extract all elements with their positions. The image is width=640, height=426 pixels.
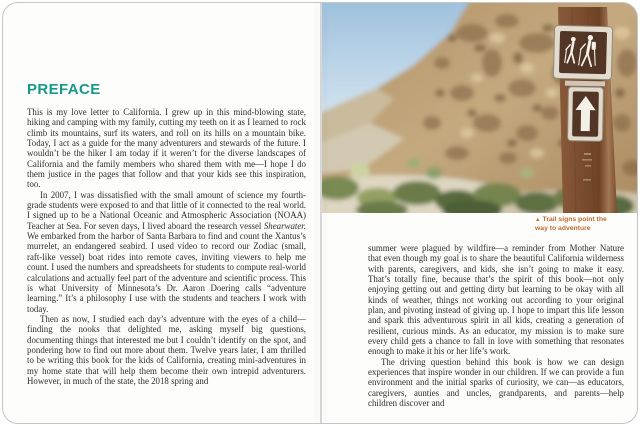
preface-paragraph-1 bbox=[27, 107, 306, 190]
preface-paragraph-5 bbox=[368, 357, 624, 409]
caption-triangle-icon: ▲ bbox=[535, 216, 541, 223]
left-page bbox=[3, 3, 321, 423]
arrow-up-trail-sign-icon bbox=[568, 87, 604, 142]
hikers-trail-sign-icon bbox=[553, 25, 612, 80]
preface-paragraph-4 bbox=[368, 243, 624, 357]
book-spread bbox=[2, 2, 638, 424]
paragraph-text: Then as now, I studied each day’s adventure with the eyes of a child—finding the nooks that delighted me, asking myself big questions, documenting things that interested me but I couldn’t identify on the spot, and pondering how to find out more about them. Twelve years later, I am thrilled to be writing this book for the kids of California, creating mini-adventures in my home state that will help them become their own intrepid adventurers. However, in much of the state, the 2018 spring and bbox=[27, 313, 306, 386]
paragraph-text: This is my love letter to California. I grew up in this mind-blowing state, hiking and camping with my family, cutting my teeth on it as I learned to rock climb its mountains, surf its waters, and roll on its hills on a mountain bike. Today, I act as a guide for the many adventurers and stewards of the future. I wouldn’t be the hiker I am today if it weren’t for the diverse landscapes of California and the family members who shared them with me—I hope I do them justice in the pages that follow and that your kids see this inspiration, too. bbox=[27, 107, 306, 190]
sticker-strip bbox=[565, 81, 605, 87]
caption-text: Trail signs point the way to adventure bbox=[535, 216, 607, 232]
trail-sign-post bbox=[553, 7, 617, 213]
trail-sign-photo bbox=[322, 3, 638, 213]
paragraph-text: We embarked from the harbor of Santa Barbara to find and count the Xantus’s murrelet, an endangered seabird. I used video to record our Zodiac (small, raft-like vessel) boat rides into remote caves, inviting viewers to help me count. I used the numbers and spreadsheets for students to compute real-world calculations and actually feel part of the adventure and scientific process. This is what University of Minnesota’s Dr. Aaron Doering calls “adventure learning.” It’s a philosophy I use with the students and teachers I work with today. bbox=[27, 231, 306, 314]
spine-divider bbox=[320, 3, 322, 423]
preface-paragraph-2 bbox=[27, 190, 306, 314]
preface-heading: PREFACE bbox=[27, 81, 101, 98]
right-page bbox=[322, 3, 638, 423]
trail-sign-photo-art bbox=[322, 3, 638, 213]
vessel-name-italic: Shearwater. bbox=[263, 220, 306, 231]
left-page-body bbox=[27, 107, 306, 386]
photo-caption bbox=[535, 216, 617, 234]
right-page-body bbox=[368, 243, 624, 409]
paragraph-text: summer were plagued by wildfire—a reminder from Mother Nature that even though my goal is to share the beautiful California wilderness with parents, caregivers, and kids, she isn’t going to make it easy. That’s totally fine, because that’s the spirit of this book—not only enjoying getting out and getting dirty but learning to be okay with all kinds of weather, things not working out according to your original plan, and pivoting instead of giving up. I hope to impart this life lesson and spark this adventurous spirit in all kids, creating a generation of resilient, curious minds. As an educator, my mission is to make sure every child gets a chance to fall in love with something that resonates enough to make it his or her life’s work. bbox=[368, 243, 624, 357]
paragraph-text: The driving question behind this book is how we can design experiences that inspire wonder in our children. If we can provide a fun environment and the initial sparks of curiosity, we can—as educators, caregivers, aunties and uncles, grandparents, and parents—help children discover and bbox=[368, 356, 624, 409]
paragraph-text: In 2007, I was dissatisfied with the small amount of science my fourth-grade students were exposed to and that little of it connected to the real world. I signed up to be a National Oceanic and Atmospheric Association (NOAA) Teacher at Sea. For seven days, I lived aboard the research vessel bbox=[27, 189, 306, 231]
preface-paragraph-3 bbox=[27, 314, 306, 386]
